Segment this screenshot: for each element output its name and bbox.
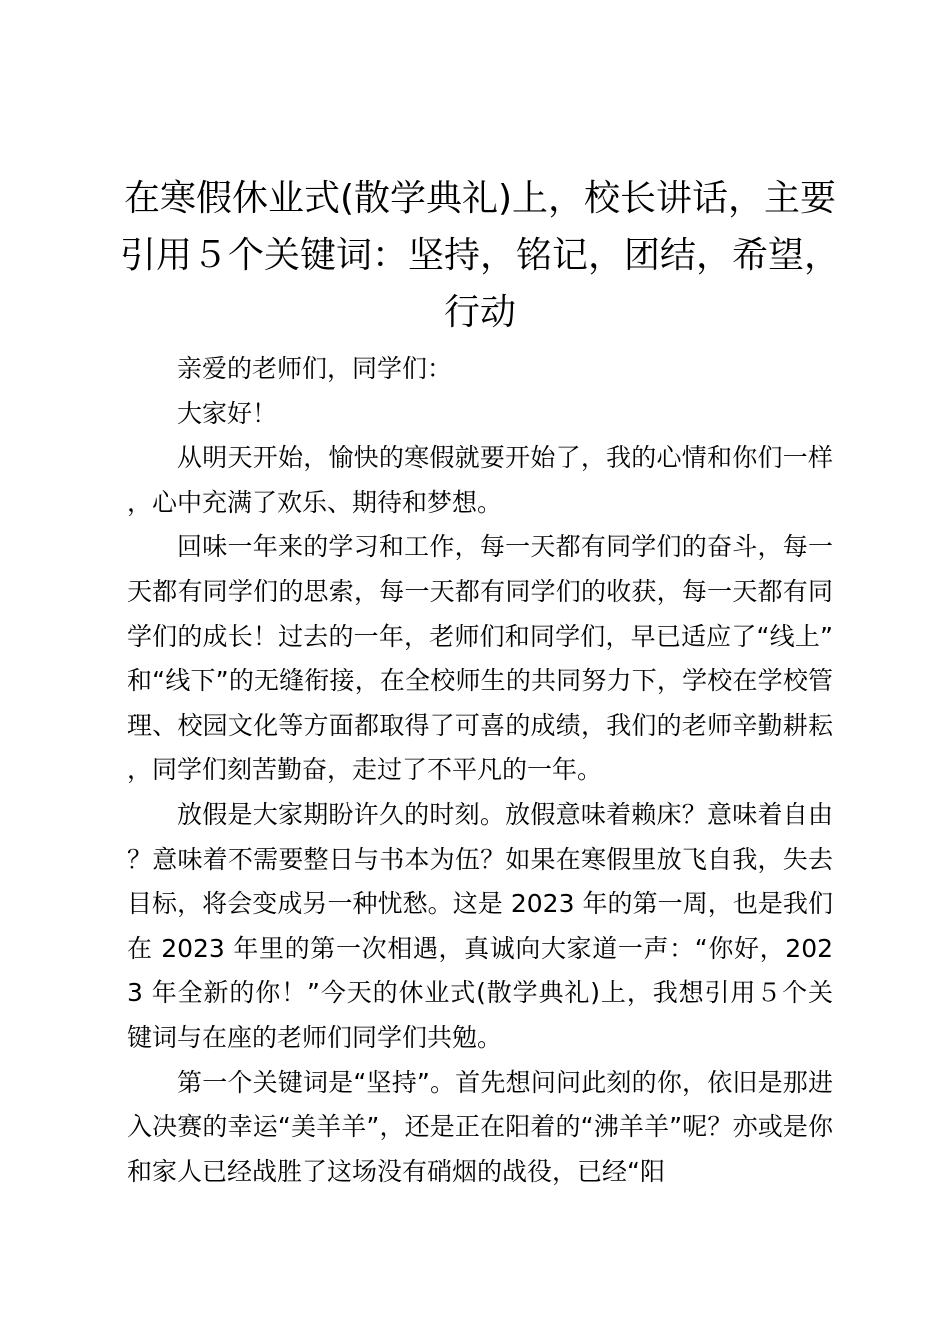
body-paragraph: 第一个关键词是“坚持”。首先想问问此刻的你，依旧是那进入决赛的幸运“美羊羊”，还是正在阳着的“沸羊羊”呢？亦或是你和家人已经战胜了这场没有硝烟的战役，已经“阳 <box>127 1067 833 1186</box>
document-title: 在寒假休业式(散学典礼)上，校长讲话，主要引用５个关键词：坚持，铭记，团结，希望，行动 <box>119 178 840 333</box>
greeting-paragraph: 大家好！ <box>177 398 278 428</box>
body-paragraph: 从明天开始，愉快的寒假就要开始了，我的心情和你们一样，心中充满了欢乐、期待和梦想。 <box>127 443 833 517</box>
body-paragraph: 放假是大家期盼许久的时刻。放假意味着赖床？意味着自由？意味着不需要整日与书本为伍？如果在寒假里放飞自我，失去目标，将会变成另一种忧愁。这是 2023 年的第一周，也是我们在 2023 年里的第一次相遇，真诚向大家道一声：“你好，2023 年全新的你！”今天的休业式(散学典礼)上，我想引用５个关键词与在座的老师们同学们共勉。 <box>127 799 834 1052</box>
body-paragraph: 回味一年来的学习和工作，每一天都有同学们的奋斗，每一天都有同学们的思索，每一天都有同学们的收获，每一天都有同学们的成长！过去的一年，老师们和同学们，早已适应了“线上”和“线下”的无缝衔接，在全校师生的共同努力下，学校在学校管理、校园文化等方面都取得了可喜的成绩，我们的老师辛勤耕耘，同学们刻苦勤奋，走过了不平凡的一年。 <box>127 532 833 785</box>
document-page <box>119 170 840 1194</box>
salutation-paragraph: 亲爱的老师们，同学们： <box>177 354 453 383</box>
